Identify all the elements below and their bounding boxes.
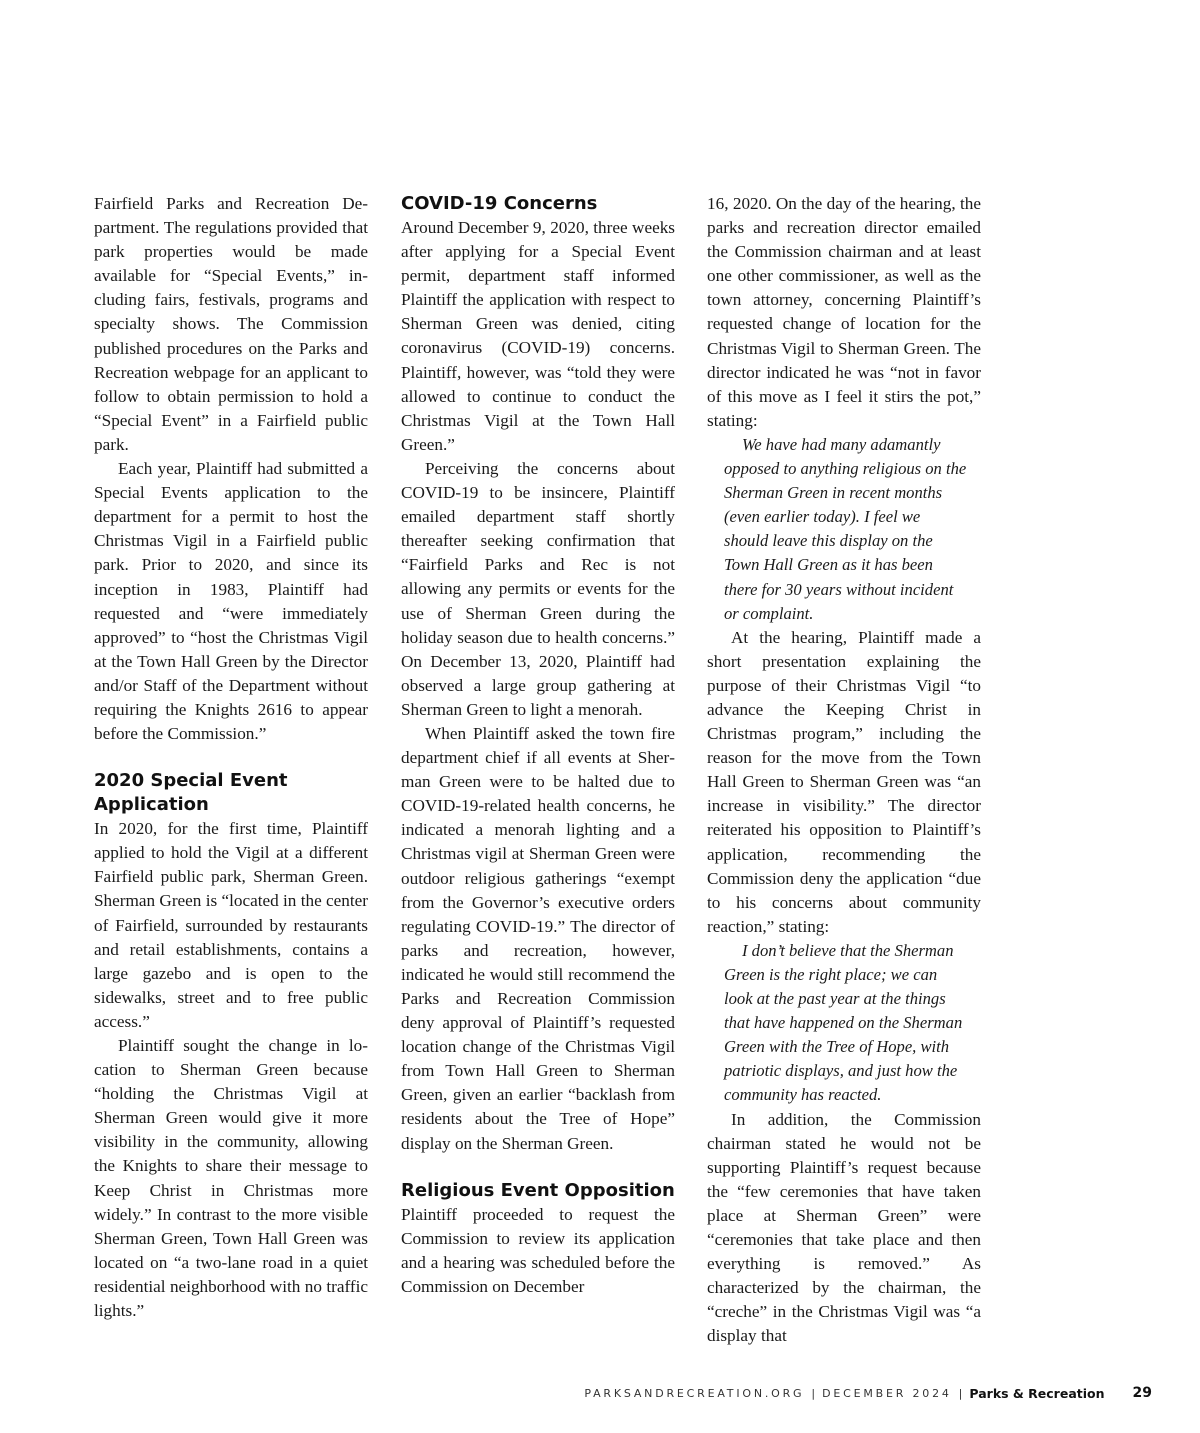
page-number: 29 (1132, 1385, 1152, 1401)
block-quote (724, 939, 967, 1108)
paragraph: In addition, the Commission chairman stated he would not be supporting Plaintiff’s request because the “few ceremonies that have taken place at Sherman Green” were “ceremonies that take place and then everything is removed.” As characterized by the chairman, the “creche” in the Christmas Vigil was “a display that (707, 1109, 981, 1346)
paragraph: When Plaintiff asked the town fire department chief if all events at Sherman Green were to be halted due to COVID-19-related health concerns, he indicated a menorah lighting and a Christmas vigil at Sherman Green were outdoor religious gatherings “exempt from the Governor’s executive orders regulating COVID-19.” The director of parks and recreation, however, indicated he would still recommend the Parks and Recreation Commission deny approval of Plaintiff’s requested location change of the Christmas Vigil from Town Hall Green to Sherman Green, given an earlier “backlash from residents about the Tree of Hope” display on the Sherman Green. (401, 723, 675, 1153)
quote-text: I don’t believe that the Sherman Green is the right place; we can look at the past year at the things that have happened on the Sherman Green with the Tree of Hope, with patriotic displays, and just how the community has reacted. (724, 940, 963, 1105)
section-heading: COVID-19 Concerns (401, 193, 598, 214)
paragraph: 16, 2020. On the day of the hearing, the parks and recreation director emailed the Commission chairman and at least one other commissioner, as well as the town attorney, concerning Plaintiff’s requested change of location for the Christmas Vigil to Sherman Green. The director indicated he was “not in favor of this move as I feel it stirs the pot,” stating: (707, 194, 981, 430)
footer-website: PARKSANDRECREATION.ORG (584, 1386, 805, 1400)
article-column-3 (707, 192, 981, 1349)
paragraph: Perceiving the concerns about COVID-19 to be insincere, Plaintiff emailed department staff shortly thereafter seeking confirmation that “Fairfield Parks and Rec is not allowing any permits or events for the use of Sherman Green during the holiday season due to health concerns.” On December 13, 2020, Plaintiff had observed a large group gathering at Sherman Green to light a menorah. (401, 458, 675, 719)
article-column-2 (401, 192, 675, 1299)
paragraph: Around December 9, 2020, three weeks after applying for a Special Event permit, department staff informed Plaintiff the application with respect to Sherman Green was denied, citing coronavirus (COVID-19) concerns. Plaintiff, however, was “told they were allowed to continue to conduct the Christmas Vigil at the Town Hall Green.” (401, 218, 675, 454)
page-footer (0, 1381, 1200, 1405)
quote-text: We have had many adamantly opposed to anything religious on the Sherman Green in recent months (even earlier today). I feel we should leave this display on the Town Hall Green as it has been there for 30 years without incident or complaint. (724, 434, 967, 623)
footer-separator: | (958, 1386, 963, 1400)
footer-magazine-title: Parks & Recreation (969, 1385, 1105, 1401)
section-heading: Religious Event Opposition (401, 1179, 675, 1201)
section-heading: 2020 Special Event Application (94, 770, 288, 816)
footer-separator: | (811, 1386, 816, 1400)
paragraph: Plaintiff sought the change in location to Sherman Green because “holding the Christmas Vigil at Sherman Green would give it more visibility in the community, allowing the Knights to share their message to Keep Christ in Christmas more widely.” In contrast to the more visible Sherman Green, Town Hall Green was located on “a two-lane road in a quiet residential neighborhood with no traffic lights.” (94, 1036, 368, 1321)
block-quote (724, 433, 967, 626)
paragraph: In 2020, for the first time, Plaintiff applied to hold the Vigil at a different Fairfield public park, Sherman Green. Sherman Green is “located in the center of Fairfield, surrounded by restaurants and retail establishments, contains a large gazebo and is open to the sidewalks, street and to free public access.” (94, 819, 368, 1031)
footer-issue-date: DECEMBER 2024 (822, 1386, 952, 1400)
article-column-1 (94, 192, 368, 1323)
paragraph: Fairfield Parks and Recreation Department. The regulations provided that park properties would be made available for “Special Events,” including fairs, festivals, programs and specialty shows. The Commission published procedures on the Parks and Recreation webpage for an applicant to follow to obtain permission to hold a “Special Event” in a Fairfield public park. (94, 194, 368, 454)
paragraph: Each year, Plaintiff had submitted a Special Events application to the department for a permit to host the Christmas Vigil in a Fairfield public park. Prior to 2020, and since its inception in 1983, Plaintiff had requested and “were immediately approved” to “host the Christmas Vigil at the Town Hall Green by the Director and/or Staff of the Department without requiring the Knights 2616 to appear before the Commission.” (94, 459, 368, 744)
paragraph: At the hearing, Plaintiff made a short presentation explaining the purpose of their Christmas Vigil “to advance the Keeping Christ in Christmas program,” including the reason for the move from the Town Hall Green to Sherman Green was “an increase in visibility.” The director reiterated his opposition to Plaintiff’s application, recommending the Commission deny the application “due to his concerns about community reaction,” stating: (707, 627, 981, 936)
paragraph: Plaintiff proceeded to request the Commission to review its application and a hearing was scheduled before the Commission on December (401, 1204, 675, 1296)
